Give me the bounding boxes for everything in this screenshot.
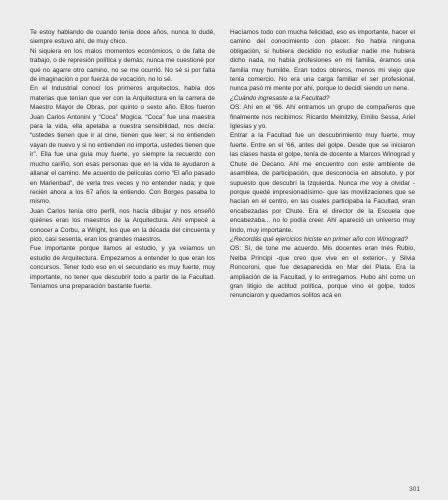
paragraph: OS: Ahí en el ‘66. Ahí entramos un grupo de compañeros que finalmente nos recibimos: Ricardo Melnitzky, Emilio Sessa, Ariel Iglesias y yo. <box>230 104 415 131</box>
paragraph: OS: Sí, de tone me acuerdo. Mis docentes eran Inés Rubio, Nelba Principi -que creo que vive en el exterior-, y Silvia Roncoroni, que fue desaparecida en Mar del Plata. Era la ampliación de la Facultad, y lo entregamos. Hubo ahí como un gran litigio de actitud política, porque vino el golpe, todos renunciaron y quedamos solitos acá en <box>230 245 415 300</box>
paragraph: Ni siquiera en los malos momentos económicos, o de falta de trabajo, o de represión política y demás; nunca me cuestioné por qué no agarre otro camino, no se me ocurrió. No sé si por falta de imaginación o por fuerza de vocación, no lo sé. <box>30 47 215 84</box>
left-text-column <box>30 28 215 291</box>
paragraph: Hacíamos todo con mucha felicidad, eso es importante, hacer el camino del conocimiento con placer. No había ninguna obligación, si hubiera decidido no estudiar nadie me hubiera dicho nada, no había profesiones en mi familia, éramos una familia muy humilde. Eran todos obreros, menos mi viejo que tenía comercio. No era una carga familiar el ser profesional, nunca pasó mi mente por ahí, porque lo decidí siendo un nene. <box>230 29 415 93</box>
paragraph: Entrar a la Facultad fue un descubrimiento muy fuerte, muy fuerte. Entre en el ‘66, antes del golpe. Desde que se iniciaron las clases hasta el golpe, tenía de docente a Marcos Winograd y Chute de Decano. Ahí me encuentro con este ambiente de asamblea, de participación, que desconocía en absoluto, y por supuesto que descubrí la Izquierda. Nunca me voy a olvidar -porque quedé impresionadísimo- que las movilizaciones que se hacían en el centro, en las cuales participaba la Facultad, eran encabezadas por Chute. Era el director de la Escuela que encabezaba... no lo podía creer. Ahí apareció un universo muy lindo, muy importante. <box>230 132 415 234</box>
paragraph: Fue importante porque llamos al estudio, y ya veíamos un estudio de Arquitectura. Empezamos a entender lo que eran los concursos. Tener todo eso en el secundario es muy fuerte, muy importante, no tener que descubrir todo a partir de la Facultad. Teníamos una preparación bastante fuerte. <box>30 245 215 290</box>
interview-question: ¿Cuándo ingresaste a la Facultad? <box>230 94 330 102</box>
paragraph: Juan Carlos tenía otro perfil, nos hacía dibujar y nos enseñó quiénes eran los maestros de la Arquitectura. Ahí empecé a conocer a Corbu, a Wright, los que en la década del cincuenta y pico, casi sesenta, eran los grandes maestros. <box>30 207 215 243</box>
interview-question: ¿Recordás qué ejercicios hiciste en primer año con Winograd? <box>230 235 408 243</box>
paragraph: Te estoy hablando de cuando tenía doce años, nunca lo dudé, siempre estuvo ahí, de muy chico. <box>30 29 215 46</box>
page-number: 301 <box>409 486 420 493</box>
paragraph: En el Industrial conocí los primeros arquitectos, había dos materias que tenían que ver con la Arquitectura en la carrera de Maestro Mayor de Obras, por quinto o sexto año. Ellos fueron Juan Carlos Antonini y “Coca” Mogica. “Coca” fue una maestra para la vida, ella apelaba a nuestra sensibilidad, nos decía: “ustedes tienen que ir al cine, tienen que leer; si no entienden vayan de nuevo y si no entienden no importa, ustedes tienen que ir”. Ella fue una guía muy fuerte, yo siempre la recuerdo con mucho cariño, son esas personas que en la vida te ayudaron a allanar el camino. Me acuerdo de películas como “El año pasado en Marienbad”, de verla tres veces y no entender nada; y que recién ahora a los 67 años la entiendo. Con Borges pasaba lo mismo. <box>30 85 215 206</box>
right-text-column <box>230 28 415 301</box>
